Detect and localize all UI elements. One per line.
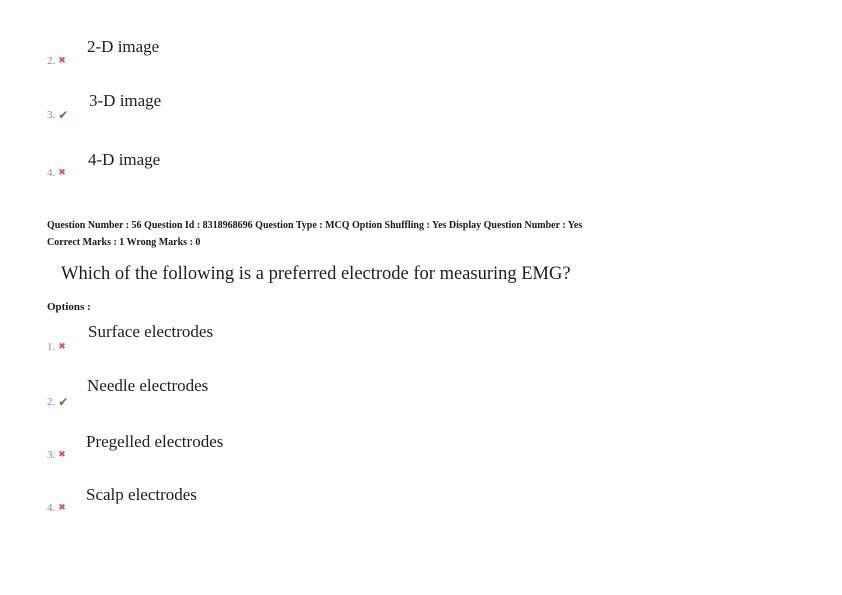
option-text-4: Scalp electrodes <box>86 485 197 504</box>
option-number-label: 3. <box>47 109 56 121</box>
option-number-label: 4. <box>47 502 56 514</box>
option-number-4 <box>47 502 66 514</box>
option-text-3: Pregelled electrodes <box>86 432 224 451</box>
option-number-label: 2. <box>47 396 56 408</box>
prev-option-text-2: 2-D image <box>87 37 160 56</box>
option-number-label: 4. <box>47 167 56 179</box>
cross-icon: ✖ <box>58 450 66 460</box>
cross-icon: ✖ <box>58 342 66 352</box>
option-text-2: Needle electrodes <box>87 376 209 395</box>
question-meta-line1: Question Number : 56 Question Id : 8318968696 Question Type : MCQ Option Shuffling : Yes Display Question Number : Yes <box>47 220 583 231</box>
options-label: Options : <box>47 301 91 313</box>
prev-option-number-3 <box>47 108 68 122</box>
option-number-2 <box>47 395 68 409</box>
prev-option-text-3: 3-D image <box>89 91 162 110</box>
prev-option-number-4 <box>47 167 66 179</box>
cross-icon: ✖ <box>58 503 66 513</box>
option-number-3 <box>47 449 66 461</box>
option-number-label: 1. <box>47 341 56 353</box>
cross-icon: ✖ <box>58 56 66 66</box>
cross-icon: ✖ <box>58 168 66 178</box>
option-text-1: Surface electrodes <box>88 322 214 341</box>
check-icon: ✔ <box>58 108 69 122</box>
check-icon: ✔ <box>58 395 69 409</box>
prev-option-number-2 <box>47 55 66 67</box>
question-meta-line2: Correct Marks : 1 Wrong Marks : 0 <box>47 237 201 248</box>
prev-option-text-4: 4-D image <box>88 150 161 169</box>
option-number-label: 2. <box>47 55 56 67</box>
option-number-1 <box>47 341 66 353</box>
option-number-label: 3. <box>47 449 56 461</box>
question-text: Which of the following is a preferred electrode for measuring EMG? <box>61 264 571 284</box>
